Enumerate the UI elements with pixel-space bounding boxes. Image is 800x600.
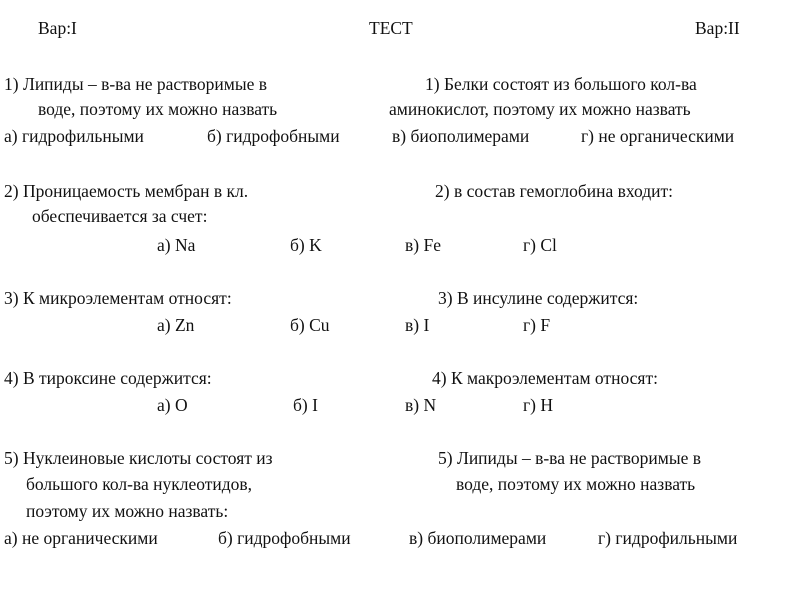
q5-variant1-line1: 5) Нуклеиновые кислоты состоят из — [4, 448, 273, 468]
test-title: ТЕСТ — [369, 18, 413, 38]
q1-variant1-line2: воде, поэтому их можно назвать — [38, 99, 278, 119]
q5-option-c: в) биополимерами — [409, 528, 547, 548]
q4-option-b: б) I — [293, 395, 318, 415]
q4-option-d: г) H — [523, 395, 554, 415]
q3-option-c: в) I — [405, 315, 430, 335]
q1-option-d: г) не органическими — [581, 126, 735, 146]
q1-option-a: а) гидрофильными — [4, 126, 144, 146]
q5-variant1-line2: большого кол-ва нуклеотидов, — [26, 474, 253, 494]
q5-option-b: б) гидрофобными — [218, 528, 351, 548]
q5-variant2-line2: воде, поэтому их можно назвать — [456, 474, 696, 494]
q1-variant1-line1: 1) Липиды – в-ва не растворимые в — [4, 74, 268, 94]
q3-variant1-line1: 3) К микроэлементам относят: — [4, 288, 232, 308]
q2-variant1-line1: 2) Проницаемость мембран в кл. — [4, 181, 249, 201]
q4-option-c: в) N — [405, 395, 437, 415]
q4-variant2-line1: 4) К макроэлементам относят: — [432, 368, 658, 388]
q5-option-a: а) не органическими — [4, 528, 158, 548]
q3-option-b: б) Cu — [290, 315, 330, 335]
q2-option-d: г) Cl — [523, 235, 557, 255]
q1-variant2-line2: аминокислот, поэтому их можно назвать — [389, 99, 691, 119]
q5-option-d: г) гидрофильными — [598, 528, 738, 548]
q2-option-a: а) Na — [157, 235, 196, 255]
q5-variant2-line1: 5) Липиды – в-ва не растворимые в — [438, 448, 702, 468]
q4-option-a: а) O — [157, 395, 188, 415]
variant-1-label: Вар:I — [38, 18, 77, 38]
q3-variant2-line1: 3) В инсулине содержится: — [438, 288, 639, 308]
q2-option-c: в) Fe — [405, 235, 441, 255]
q4-variant1-line1: 4) В тироксине содержится: — [4, 368, 212, 388]
q2-option-b: б) K — [290, 235, 322, 255]
q1-option-c: в) биополимерами — [392, 126, 530, 146]
variant-2-label: Вар:II — [695, 18, 740, 38]
q2-variant2-line1: 2) в состав гемоглобина входит: — [435, 181, 674, 201]
q2-variant1-line2: обеспечивается за счет: — [32, 206, 208, 226]
q1-option-b: б) гидрофобными — [207, 126, 340, 146]
q5-variant1-line3: поэтому их можно назвать: — [26, 501, 229, 521]
q1-variant2-line1: 1) Белки состоят из большого кол-ва — [425, 74, 697, 94]
q3-option-a: а) Zn — [157, 315, 195, 335]
q3-option-d: г) F — [523, 315, 551, 335]
